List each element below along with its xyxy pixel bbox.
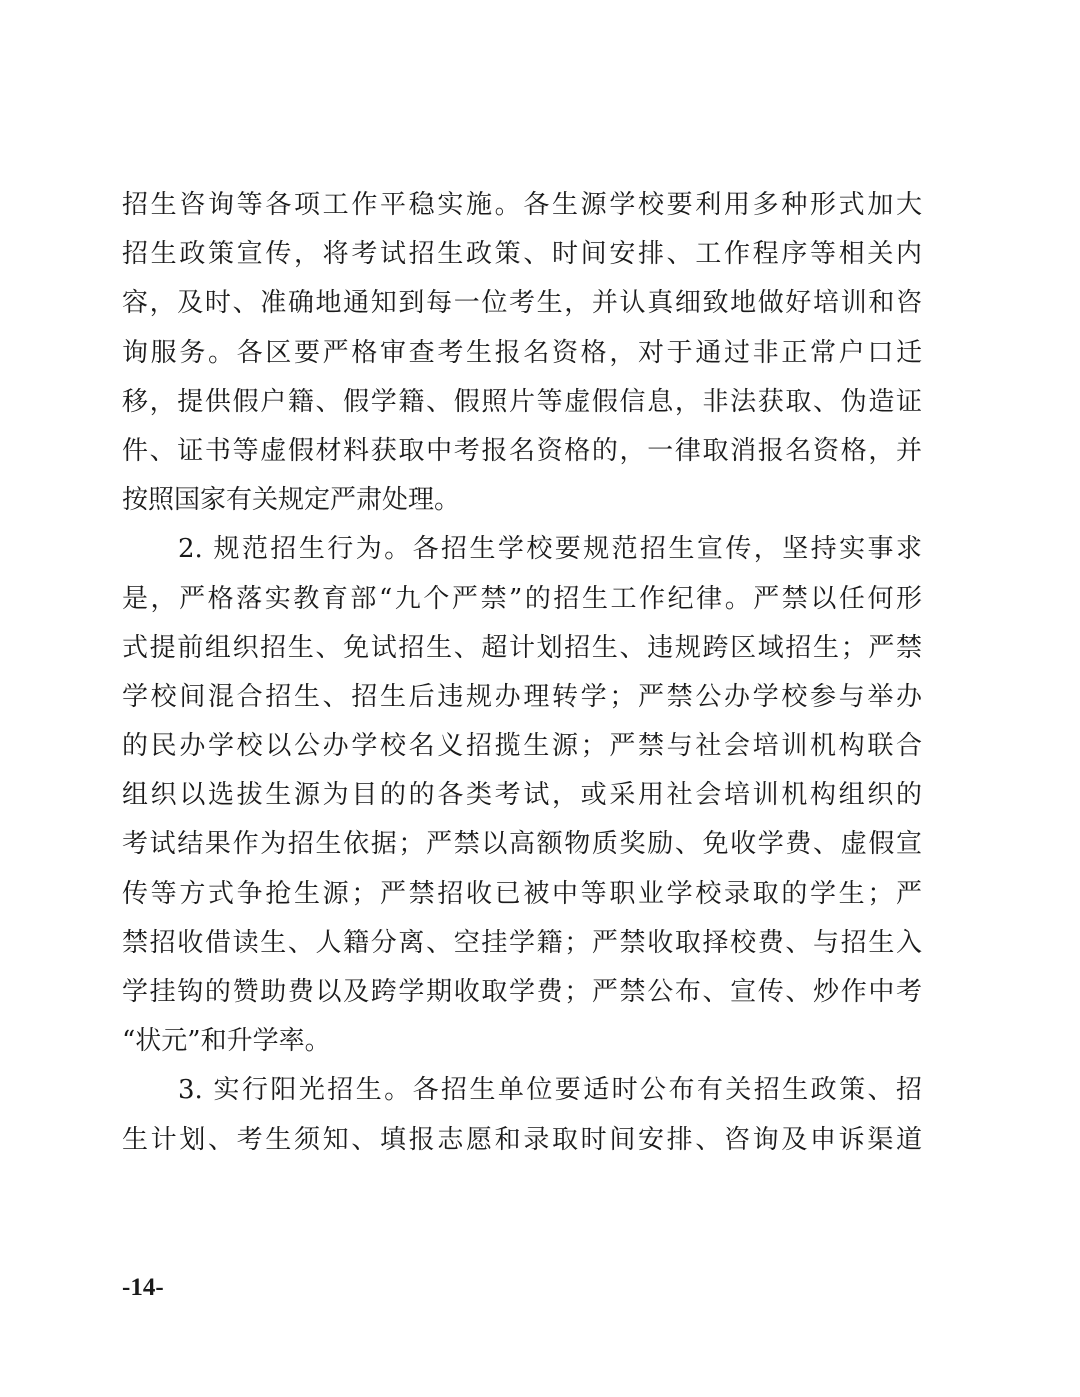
- body-text: [122, 181, 922, 1165]
- text-line: 生计划、考生须知、填报志愿和录取时间安排、咨询及申诉渠道: [122, 1124, 922, 1155]
- text-line: 招生政策宣传，将考试招生政策、时间安排、工作程序等相关内: [122, 239, 922, 270]
- text-line: 按照国家有关规定严肃处理。: [122, 485, 461, 516]
- text-line: 询服务。各区要严格审查考生报名资格，对于通过非正常户口迁: [122, 337, 922, 368]
- text-line: 组织以选拔生源为目的的各类考试，或采用社会培训机构组织的: [122, 780, 922, 811]
- text-line: 3. 实行阳光招生。各招生单位要适时公布有关招生政策、招: [178, 1075, 922, 1106]
- paragraph-3: [122, 1066, 922, 1164]
- text-line: 禁招收借读生、人籍分离、空挂学籍；严禁收取择校费、与招生入: [122, 927, 922, 958]
- text-line: “状元”和升学率。: [122, 1026, 331, 1057]
- text-line: 件、证书等虚假材料获取中考报名资格的，一律取消报名资格，并: [122, 435, 922, 466]
- text-line: 2. 规范招生行为。各招生学校要规范招生宣传，坚持实事求: [178, 534, 922, 565]
- text-line: 移，提供假户籍、假学籍、假照片等虚假信息，非法获取、伪造证: [122, 386, 922, 417]
- page-number: -14-: [122, 1274, 164, 1301]
- text-line: 学挂钩的赞助费以及跨学期收取学费；严禁公布、宣传、炒作中考: [122, 977, 922, 1007]
- text-line: 招生咨询等各项工作平稳实施。各生源学校要利用多种形式加大: [122, 190, 922, 220]
- text-line: 传等方式争抢生源；严禁招收已被中等职业学校录取的学生；严: [122, 878, 922, 909]
- text-line: 学校间混合招生、招生后违规办理转学；严禁公办学校参与举办: [122, 681, 922, 712]
- paragraph-1: [122, 181, 922, 525]
- paragraph-2: [122, 525, 922, 1066]
- text-line: 容，及时、准确地通知到每一位考生，并认真细致地做好培训和咨: [122, 288, 922, 319]
- text-line: 式提前组织招生、免试招生、超计划招生、违规跨区域招生；严禁: [122, 632, 922, 663]
- text-line: 是，严格落实教育部“九个严禁”的招生工作纪律。严禁以任何形: [122, 583, 922, 614]
- text-line: 考试结果作为招生依据；严禁以高额物质奖励、免收学费、虚假宣: [122, 829, 922, 860]
- text-line: 的民办学校以公办学校名义招揽生源；严禁与社会培训机构联合: [122, 731, 922, 762]
